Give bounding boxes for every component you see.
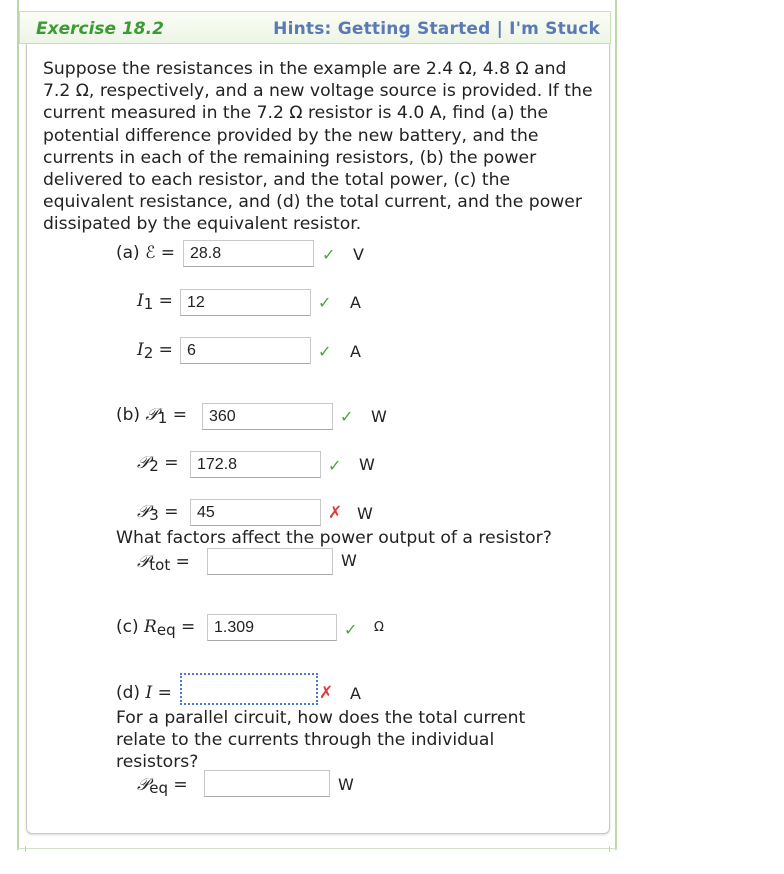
- i2-input[interactable]: [180, 337, 311, 364]
- req-unit: Ω: [374, 620, 384, 635]
- correct-check-icon: ✓: [344, 620, 358, 639]
- peq-unit: W: [338, 775, 354, 794]
- ptot-label: 𝒫tot =: [137, 552, 190, 574]
- emf-input[interactable]: [183, 240, 314, 267]
- p1-input[interactable]: [202, 403, 333, 430]
- p3-input[interactable]: [190, 499, 321, 526]
- outer-bottom-rule: [17, 848, 617, 853]
- correct-check-icon: ✓: [318, 342, 332, 361]
- i-total-input[interactable]: [180, 673, 318, 705]
- rule-tick: [609, 846, 610, 852]
- correct-check-icon: ✓: [328, 456, 342, 475]
- i2-unit: A: [350, 342, 361, 361]
- im-stuck-link[interactable]: I'm Stuck: [509, 19, 600, 39]
- emf-label: (a) ℰ =: [116, 243, 176, 263]
- i-total-feedback: For a parallel circuit, how does the total current relate to the currents through the individual resistors?: [116, 708, 526, 772]
- rule-tick: [25, 846, 26, 852]
- i-total-label: (d) I =: [116, 683, 172, 703]
- hints-label: Hints:: [273, 19, 332, 39]
- wrong-x-icon: ✗: [319, 683, 334, 703]
- problem-statement: Suppose the resistances in the example are 2.4 Ω, 4.8 Ω and 7.2 Ω, respectively, and a new voltage source is provided. If the current measured in the 7.2 Ω resistor is 4.0 A, find (a) the potential difference provided by the new battery, and the currents in each of the remaining resistors, (b) the power delivered to each resistor, and the total power, (c) the equivalent resistance, and (d) the total current, and the power dissipated by the equivalent resistor.: [43, 59, 593, 235]
- i1-label: I1 =: [137, 291, 173, 313]
- exercise-header: [19, 11, 611, 44]
- exercise-title: Exercise 18.2: [36, 19, 164, 39]
- peq-label: 𝒫eq =: [137, 775, 188, 797]
- i1-input[interactable]: [180, 289, 311, 316]
- correct-check-icon: ✓: [318, 293, 332, 312]
- hints-bar: [273, 19, 600, 39]
- getting-started-link[interactable]: Getting Started: [337, 19, 491, 39]
- correct-check-icon: ✓: [322, 245, 336, 264]
- peq-input[interactable]: [204, 770, 330, 797]
- hints-separator: |: [496, 19, 504, 39]
- p1-label: (b) 𝒫1 =: [116, 405, 187, 427]
- p2-label: 𝒫2 =: [137, 453, 179, 475]
- ptot-input[interactable]: [207, 548, 333, 575]
- i-total-unit: A: [350, 684, 361, 703]
- req-label: (c) Req =: [116, 617, 196, 639]
- i1-unit: A: [350, 293, 361, 312]
- p2-input[interactable]: [190, 451, 321, 478]
- wrong-x-icon: ✗: [328, 503, 343, 523]
- req-input[interactable]: [207, 614, 337, 641]
- p3-label: 𝒫3 =: [137, 502, 179, 524]
- p3-feedback: What factors affect the power output of a resistor?: [116, 528, 552, 548]
- emf-unit: V: [353, 245, 364, 264]
- i2-label: I2 =: [137, 340, 173, 362]
- correct-check-icon: ✓: [340, 407, 354, 426]
- p3-unit: W: [357, 504, 373, 523]
- p1-unit: W: [371, 407, 387, 426]
- p2-unit: W: [359, 455, 375, 474]
- ptot-unit: W: [341, 551, 357, 570]
